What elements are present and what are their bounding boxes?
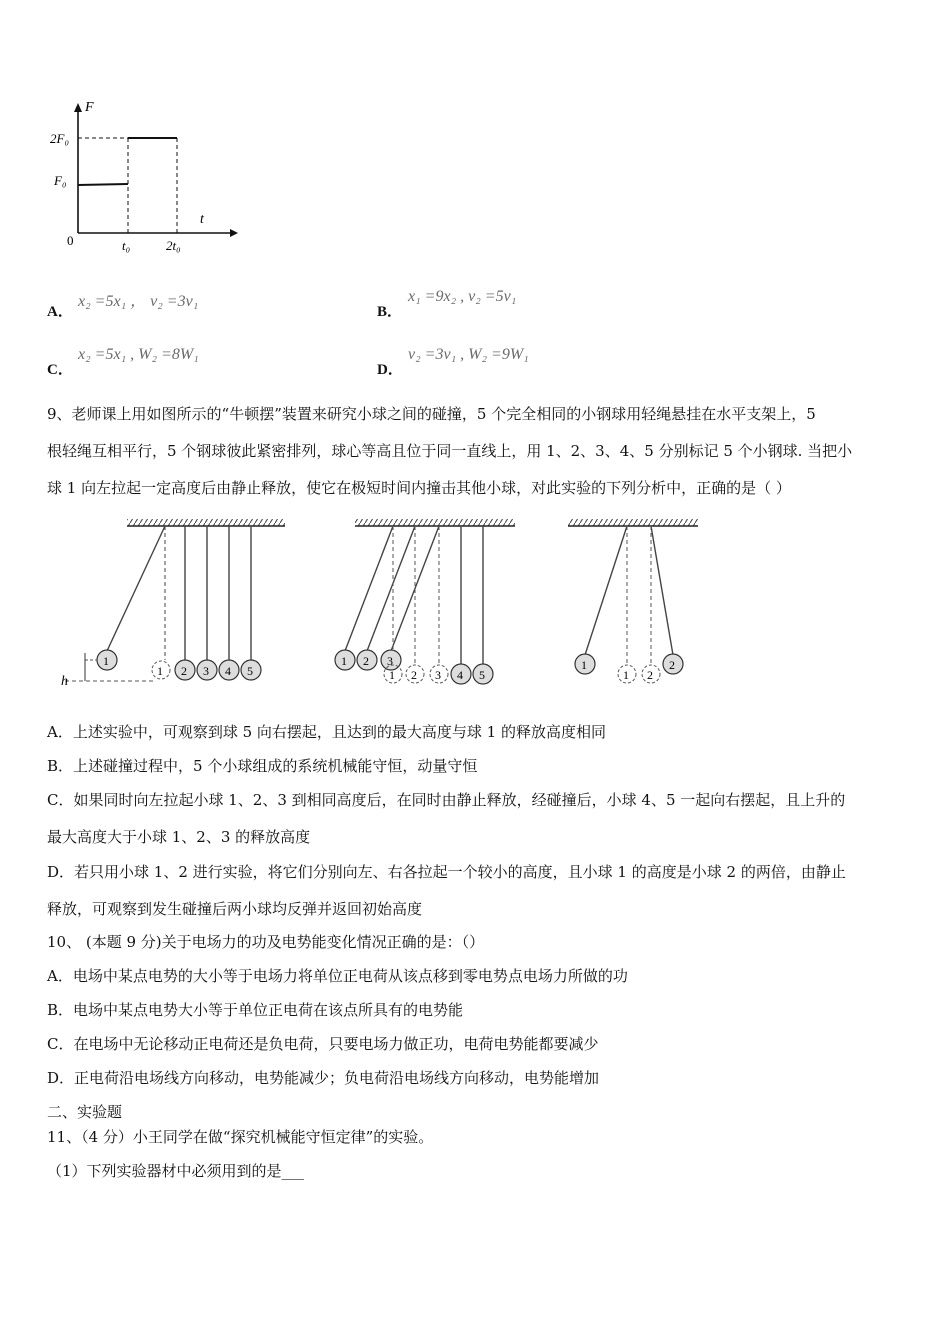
q9-stem-line-2: 根轻绳互相平行，5 个钢球彼此紧密排列，球心等高且位于同一直线上，用 1、2、3、4、5 分别标记 5 个小钢球. 当把小 — [47, 442, 853, 460]
svg-text:1: 1 — [389, 668, 395, 682]
force-time-graph — [40, 95, 240, 260]
option-d-formula: v₂ =3v₁ , W₂ =9W₁ — [408, 346, 529, 363]
q11-sub1: （1）下列实验器材中必须用到的是___ — [47, 1162, 305, 1180]
q9-stem-line-1: 9、老师课上用如图所示的“牛顿摆”装置来研究小球之间的碰撞，5 个完全相同的小钢球用轻绳悬挂在水平支架上，5 — [47, 405, 816, 423]
tick-t0: t₀ — [122, 238, 131, 253]
q9-stem-line-3: 球 1 向左拉起一定高度后由静止释放，使它在极短时间内撞击其他小球，对此实验的下列分析中，正确的是（ ） — [47, 479, 791, 497]
f-axis-label: F — [85, 100, 94, 115]
svg-text:5: 5 — [247, 664, 253, 678]
svg-text:4: 4 — [225, 664, 231, 678]
q9-option-d-line-1: D．若只用小球 1、2 进行实验，将它们分别向左、右各拉起一个较小的高度，且小球 1 的高度是小球 2 的两倍，由静止 — [47, 863, 846, 881]
q9-option-d-line-2: 释放，可观察到发生碰撞后两小球均反弹并返回初始高度 — [47, 900, 423, 918]
cradle-panel-3 — [568, 519, 698, 683]
force-segment-1 — [78, 184, 128, 185]
option-d-label: D． — [377, 362, 403, 378]
q10-option-d: D．正电荷沿电场线方向移动，电势能减少；负电荷沿电场线方向移动，电势能增加 — [47, 1069, 600, 1087]
tick-f0: F₀ — [54, 173, 67, 188]
svg-text:2: 2 — [669, 658, 675, 672]
q9-option-c-line-2: 最大高度大于小球 1、2、3 的释放高度 — [47, 828, 311, 846]
t-axis-label: t — [200, 212, 204, 227]
svg-text:3: 3 — [203, 664, 209, 678]
option-b-label: B． — [377, 304, 403, 320]
cradle-panel-1 — [61, 519, 285, 689]
tick-2f0: 2F₀ — [50, 131, 69, 146]
svg-text:2: 2 — [647, 668, 653, 682]
tick-2t0: 2t₀ — [166, 238, 181, 253]
svg-text:2: 2 — [411, 668, 417, 682]
svg-text:2: 2 — [363, 654, 369, 668]
svg-text:1: 1 — [341, 654, 347, 668]
origin-label: 0 — [67, 233, 74, 248]
svg-text:5: 5 — [479, 668, 485, 682]
q9-option-b: B．上述碰撞过程中，5 个小球组成的系统机械能守恒，动量守恒 — [47, 757, 478, 775]
svg-text:1: 1 — [581, 658, 587, 672]
q9-option-c-line-1: C．如果同时向左拉起小球 1、2、3 到相同高度后，在同时由静止释放，经碰撞后，小球 4、5 一起向右摆起，且上升的 — [47, 791, 846, 809]
svg-text:3: 3 — [435, 668, 441, 682]
q10-option-b: B．电场中某点电势大小等于单位正电荷在该点所具有的电势能 — [47, 1001, 464, 1019]
height-label: h — [61, 674, 68, 689]
q9-option-a: A．上述实验中，可观察到球 5 向右摆起，且达到的最大高度与球 1 的释放高度相同 — [47, 723, 606, 741]
newtons-cradle-figure — [55, 515, 715, 695]
option-c-formula: x₂ =5x₁ , W₂ =8W₁ — [78, 346, 199, 363]
option-a-formula: x₂ =5x₁ ， v₂ =3v₁ — [78, 293, 199, 310]
ball-label: 1 — [103, 654, 109, 668]
q10-option-a: A．电场中某点电势的大小等于电场力将单位正电荷从该点移到零电势点电场力所做的功 — [47, 967, 628, 985]
svg-text:4: 4 — [457, 668, 463, 682]
option-c-label: C． — [47, 362, 73, 378]
svg-text:2: 2 — [181, 664, 187, 678]
option-b-formula: x₁ =9x₂ , v₂ =5v₁ — [408, 288, 517, 305]
q10-stem: 10、 (本题 9 分)关于电场力的功及电势能变化情况正确的是：（） — [47, 933, 485, 951]
svg-text:1: 1 — [157, 664, 163, 678]
option-a-label: A． — [47, 304, 73, 320]
svg-text:1: 1 — [623, 668, 629, 682]
q10-option-c: C．在电场中无论移动正电荷还是负电荷，只要电场力做正功，电荷电势能都要减少 — [47, 1035, 599, 1053]
q11-stem: 11、（4 分）小王同学在做“探究机械能守恒定律”的实验。 — [47, 1128, 434, 1146]
section-heading: 二、实验题 — [47, 1103, 123, 1121]
svg-text:3: 3 — [387, 654, 393, 668]
cradle-panel-2 — [335, 519, 515, 684]
